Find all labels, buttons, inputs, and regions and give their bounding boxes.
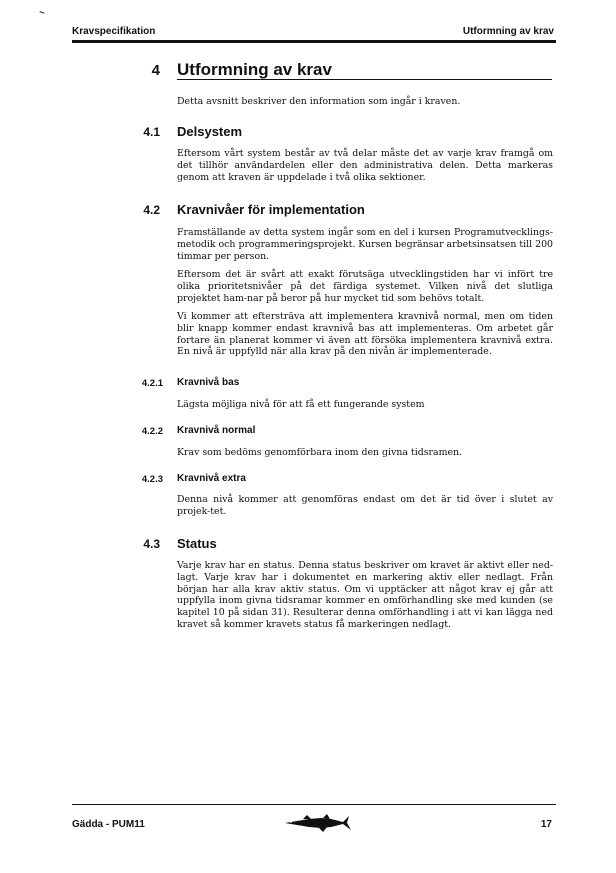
section-4-title: Utformning av krav: [177, 60, 332, 79]
page-header: [72, 24, 554, 40]
section-4-3-number: 4.3: [143, 537, 160, 551]
section-4-1-title: Delsystem: [177, 124, 243, 139]
corner-mark: [39, 8, 45, 13]
page-number: 17: [540, 819, 552, 830]
section-4-2-paragraph-1: Framställande av detta system ingår som en del i kursen Programutvecklings-metodik och programmeringsprojekt. Kursen begränsar arbetsinsatsen till 200 timmar per person.: [177, 227, 553, 262]
section-4-1-paragraph-1: Eftersom vårt system består av två delar måste det av varje krav framgå om det tillhör användardelen eller den administrativa delen. Detta markeras genom att kraven är uppdelade i två olika sektioner.: [177, 148, 553, 183]
section-4-3-title: Status: [177, 536, 217, 551]
header-document-title: Kravspecifikation: [72, 26, 156, 37]
section-4-2-3-number: 4.2.3: [141, 474, 163, 485]
section-4-2-2-paragraph-1: Krav som bedöms genomförbara inom den givna tidsramen.: [177, 447, 463, 458]
section-4-2-2-number: 4.2.2: [141, 426, 163, 437]
header-rule: [72, 40, 556, 43]
footer-project-name: Gädda - PUM11: [72, 819, 145, 830]
footer-rule: [72, 804, 556, 805]
section-4-2-paragraph-2: Eftersom det är svårt att exakt förutsäga utvecklingstiden har vi infört tre olika prioritetsnivåer på det färdiga systemet. Vilken nivå det slutliga projektet ham-nar på beror på hur mycket tid som behövs totalt.: [177, 269, 553, 304]
section-4-2-2-title: Kravnivå normal: [177, 425, 256, 436]
section-4-2-paragraph-3: Vi kommer att eftersträva att implementera kravnivå normal, men om tiden blir knapp kommer endast kravnivå bas att implementeras. Om arbetet går fortare än planerat kommer vi även att försöka implementera kravnivå extra. En nivå är uppfylld när alla krav på den nivån är implementerade.: [177, 311, 553, 358]
section-4-2-3-title: Kravnivå extra: [177, 473, 246, 484]
section-4-3-paragraph-1: Varje krav har en status. Denna status beskriver om kravet är aktivt eller ned-lagt. Varje krav har i dokumentet en markering aktiv eller nedlagt. Från början har alla krav aktiv status. Om vi upptäcker att något krav ej går att uppfylla inom givna tidsramar kommer en omförhandling ske med kunden (se kapitel 10 på sidan 31). Resulterar denna omförhandling i att vi kan lägga ned kravet så kommer kravets status få markeringen nedlagt.: [177, 560, 553, 630]
pike-fish-icon: [283, 812, 353, 834]
section-4-2-number: 4.2: [143, 203, 160, 217]
header-chapter-title: Utformning av krav: [462, 26, 554, 37]
section-4-2-title: Kravnivåer för implementation: [177, 202, 365, 217]
section-4-2-1-paragraph-1: Lägsta möjliga nivå för att få ett fungerande system: [177, 399, 425, 410]
section-4-2-3-paragraph-1: Denna nivå kommer att genomföras endast om det är tid över i slutet av projek-tet.: [177, 494, 553, 517]
section-4-1-number: 4.1: [143, 125, 160, 139]
section-4-rule: [177, 79, 552, 80]
section-4-number: 4: [151, 62, 160, 79]
section-4-2-1-number: 4.2.1: [141, 378, 163, 389]
section-4-paragraph-1: Detta avsnitt beskriver den information som ingår i kraven.: [177, 96, 461, 107]
section-4-2-1-title: Kravnivå bas: [177, 377, 240, 388]
